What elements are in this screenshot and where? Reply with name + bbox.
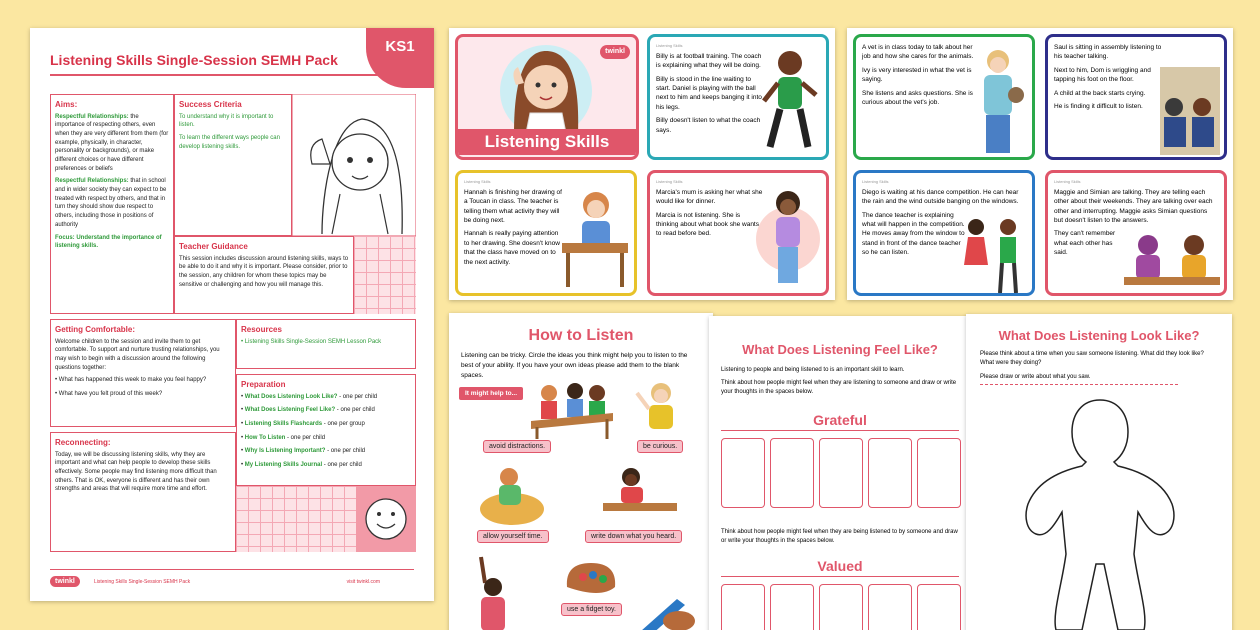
reconnecting-box — [50, 432, 236, 552]
card-text: A vet is in class today to talk about her job and how she cares for the animals. — [862, 44, 974, 61]
valued-drawing-space[interactable] — [721, 584, 765, 630]
feel-text-2: Think about how people might feel when they are listening to someone and draw or write your thoughts in the spaces below. — [721, 380, 957, 395]
title-underline — [50, 74, 426, 76]
card-text: Saul is sitting in assembly listening to his teacher talking. — [1054, 44, 1162, 61]
twinkl-logo[interactable]: twinkl — [50, 576, 80, 587]
children-talking-illustration — [1124, 233, 1220, 295]
look-like-sheet — [966, 314, 1232, 630]
comfortable-text: Welcome children to the session and invite them to get comfortable. To support and nurture trusting relationships, you may wish to begin with a discussion around the following questions together: — [55, 338, 220, 371]
prep-item: • What Does Listening Look Like? - one per child — [241, 393, 411, 402]
idea-allow-time[interactable]: allow yourself time. — [477, 530, 549, 543]
boy-running-illustration — [756, 47, 822, 157]
grateful-drawing-space[interactable] — [770, 438, 814, 508]
how-title: How to Listen — [528, 327, 634, 344]
prep-item: • Why Is Listening Important? - one per child — [241, 447, 411, 456]
card-tag: Listening Skills — [656, 43, 683, 48]
look-title: What Does Listening Look Like? — [998, 328, 1200, 343]
prep-item: • Listening Skills Flashcards - one per group — [241, 420, 411, 429]
plan-footer — [50, 569, 414, 591]
aims-heading: Aims: — [55, 100, 78, 109]
person-outline-drawing-area[interactable] — [1014, 394, 1186, 630]
grateful-heading: Grateful — [813, 412, 867, 428]
card-tag: Listening Skills — [862, 179, 889, 184]
guidance-heading: Teacher Guidance — [179, 242, 248, 251]
valued-drawing-space[interactable] — [868, 584, 912, 630]
comfortable-question-2: • What have you felt proud of this week? — [55, 390, 231, 399]
prep-item: • How To Listen - one per child — [241, 434, 411, 443]
title-card — [455, 34, 639, 160]
dashed-divider — [980, 384, 1178, 385]
valued-heading: Valued — [817, 558, 863, 574]
card-text: Billy is at football training. The coach is explaining what they will be doing. — [656, 52, 762, 70]
footer-right-text[interactable]: visit twinkl.com — [346, 579, 380, 585]
girl-on-beanbag-illustration — [477, 463, 547, 527]
valued-drawing-space[interactable] — [819, 584, 863, 630]
feel-title: What Does Listening Feel Like? — [742, 342, 938, 357]
resources-item[interactable]: • Listening Skills Single-Session SEMH Lesson Pack — [241, 338, 411, 347]
resources-heading: Resources — [241, 325, 282, 334]
divider — [721, 576, 959, 577]
children-at-table-illustration — [529, 381, 615, 439]
getting-comfortable-box — [50, 319, 236, 427]
card-text: Marcia's mum is asking her what she would like for dinner. — [656, 188, 763, 206]
girl-thinking-illustration — [754, 183, 822, 293]
idea-fidget-toy[interactable]: use a fidget toy. — [561, 603, 622, 616]
card-text: Ivy is very interested in what the vet is saying. — [862, 66, 972, 84]
valued-drawing-space[interactable] — [917, 584, 961, 630]
twinkl-logo[interactable]: twinkl — [600, 45, 630, 59]
card-tag: Listening Skills — [1054, 179, 1081, 184]
feel-text-3: Think about how people might feel when they are being listened to by someone and draw or write your thoughts in the spaces below. — [721, 529, 958, 544]
card-text: The dance teacher is explaining what will happen in the competition. He moves away from the window to stand in front of the dance teacher so he can listen. — [862, 211, 965, 257]
flashcard-maggie — [1045, 170, 1227, 296]
flashcards-sheet-1 — [449, 28, 835, 300]
resources-box — [236, 319, 416, 369]
prep-item: • My Listening Skills Journal - one per child — [241, 461, 411, 470]
flashcard-vet — [853, 34, 1035, 160]
card-tag: Listening Skills — [656, 179, 683, 184]
flashcard-hannah — [455, 170, 637, 296]
grateful-drawing-space[interactable] — [819, 438, 863, 508]
valued-drawing-space[interactable] — [770, 584, 814, 630]
idea-be-curious[interactable]: be curious. — [637, 440, 683, 453]
feel-intro — [721, 366, 959, 397]
aims-item-2: Respectful Relationships: that in school and in wider society they can expect to be treated with respect by others, and that in turn they should show due respect to others, including those in positions of authority — [55, 178, 167, 228]
curious-boy-illustration — [631, 379, 691, 439]
card-text: Billy doesn't listen to what the coach says. — [656, 117, 761, 134]
success-item-2: To learn the different ways people can develop listening skills. — [179, 134, 280, 150]
reconnecting-text: Today, we will be discussing listening skills, why they are important and what can help people to develop these skills effectively. Some people may find listening more difficult than others. That is OK, everyone is different and has their own strengths and areas that will require more time and effort. — [55, 451, 217, 493]
card-text: Billy is stood in the line waiting to start. Daniel is playing with the ball next to him and keeps banging it into his legs. — [656, 75, 762, 111]
card-text: A child at the back starts crying. — [1054, 89, 1146, 97]
smiley-panel — [356, 486, 416, 552]
success-heading: Success Criteria — [179, 100, 242, 109]
card-text: Marcia is not listening. She is thinking about what book she wants to read before bed. — [656, 211, 759, 238]
card-text: She listens and asks questions. She is curious about the vet's job. — [862, 89, 973, 107]
preparation-heading: Preparation — [241, 380, 286, 389]
grateful-drawing-space[interactable] — [917, 438, 961, 508]
reconnecting-heading: Reconnecting: — [55, 438, 111, 447]
aims-box — [50, 94, 174, 314]
card-text: Diego is waiting at his dance competition. He can hear the rain and the wind outside banging on the windows. — [862, 188, 1019, 206]
plan-title: Listening Skills Single-Session SEMH Pack — [50, 52, 338, 68]
girl-listening-portrait — [486, 41, 606, 133]
girl-listening-illustration — [292, 94, 416, 236]
ks1-badge: KS1 — [366, 28, 434, 88]
title-card-label: Listening Skills — [458, 129, 636, 155]
guidance-text: This session includes discussion around listening skills, ways to be able to do it and why it is important. Please consider, prior to the session, any children for whom these topics may be sensitive or challenging and how you will manage this. — [179, 255, 349, 288]
success-criteria-box — [174, 94, 292, 236]
girl-drawing-illustration — [558, 187, 630, 293]
aims-focus: Focus: Understand the importance of listening skills. — [55, 234, 162, 250]
card-text: Maggie and Simian are talking. They are telling each other about their weekends. They are talking over each other and interrupting. Maggie asks Simian questions but doesn't listen to the answers. — [1054, 188, 1213, 225]
feel-text-1: Listening to people and being listened to is an important skill to learn. — [721, 367, 905, 373]
vet-illustration — [966, 45, 1028, 157]
prep-item: • What Does Listening Feel Like? - one per child — [241, 406, 411, 415]
teacher-guidance-box — [174, 236, 354, 314]
how-tag: It might help to... — [459, 387, 523, 400]
girl-writing-illustration — [599, 465, 679, 527]
divider — [721, 430, 959, 431]
card-text: Hannah is really paying attention to her drawing. She doesn't know that the class have moved on to the next activity. — [464, 230, 560, 266]
success-item-1: To understand why it is important to listen. — [179, 113, 274, 129]
card-text: They can't remember what each other has said. — [1054, 230, 1116, 257]
card-text: Next to him, Dom is wriggling and tapping his foot on the floor. — [1054, 66, 1151, 84]
flashcard-saul — [1045, 34, 1227, 160]
grateful-drawing-space[interactable] — [721, 438, 765, 508]
comfortable-heading: Getting Comfortable: — [55, 325, 135, 334]
decorative-grid — [354, 236, 416, 314]
aims-item-1: Respectful Relationships: the importance of respecting others, even when they are very different from them (for example, physically, in character, personality or backgrounds), or make different choices or have different preferences or beliefs — [55, 113, 169, 172]
idea-avoid-distractions[interactable]: avoid distractions. — [483, 440, 551, 453]
footer-left-text: Listening Skills Single-Session SEMH Pack — [94, 579, 191, 585]
look-text-1: Please think about a time when you saw someone listening. What did they look like? What were they doing? — [980, 351, 1204, 366]
decorative-grid-bottom — [236, 486, 356, 552]
look-intro — [980, 350, 1218, 382]
lesson-plan-sheet — [30, 28, 434, 601]
how-intro: Listening can be tricky. Circle the ideas you think might help you to listen to the best of your ability. If you have your own ideas please add them to the blank spaces. — [461, 352, 688, 379]
assembly-illustration — [1160, 67, 1220, 155]
dancers-illustration — [956, 217, 1028, 295]
idea-write-down[interactable]: write down what you heard. — [585, 530, 682, 543]
fidget-toy-illustration — [561, 557, 621, 601]
smiley-icon — [356, 486, 416, 552]
card-text: He is finding it difficult to listen. — [1054, 103, 1143, 111]
card-text: Hannah is finishing her drawing of a Toucan in class. The teacher is telling them what activity they will be doing next. — [464, 188, 562, 225]
flashcard-billy — [647, 34, 829, 160]
comfortable-question-1: • What has happened this week to make you feel happy? — [55, 376, 231, 385]
grateful-drawing-space[interactable] — [868, 438, 912, 508]
hand-writing-illustration — [637, 591, 697, 630]
look-text-2: Please draw or write about what you saw. — [980, 374, 1091, 380]
feel-like-sheet — [709, 316, 971, 630]
girl-hand-up-illustration — [467, 553, 517, 630]
flashcard-marcia — [647, 170, 829, 296]
preparation-box — [236, 374, 416, 486]
card-tag: Listening Skills — [464, 179, 491, 184]
flashcards-sheet-2 — [847, 28, 1233, 300]
flashcard-diego — [853, 170, 1035, 296]
how-to-listen-sheet — [449, 313, 713, 630]
